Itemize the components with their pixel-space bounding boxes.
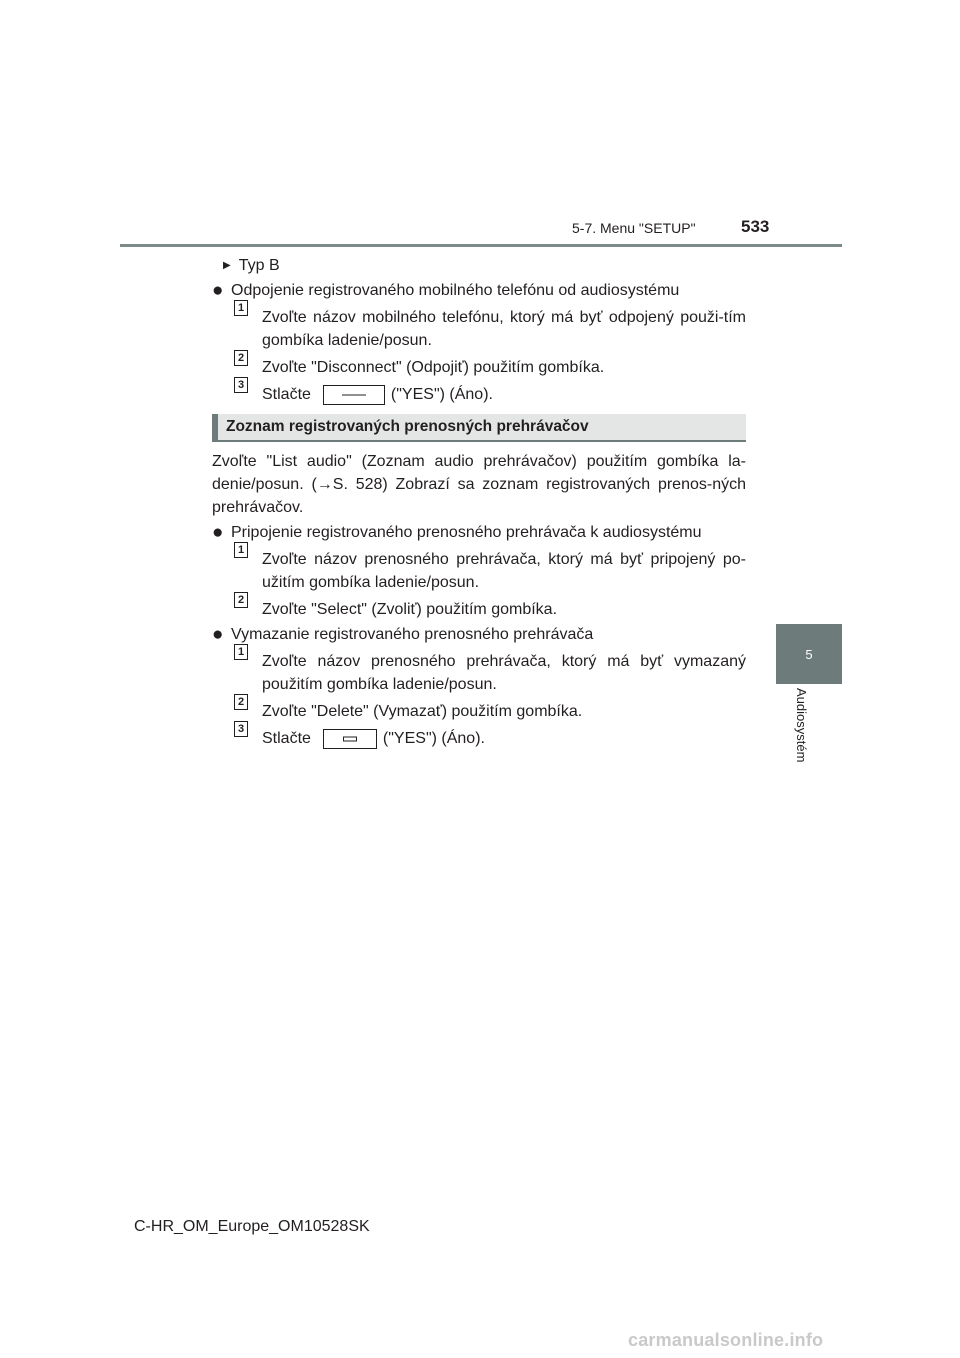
step-text bbox=[262, 383, 746, 406]
step-item bbox=[212, 646, 746, 696]
step-item bbox=[212, 379, 746, 406]
header-section-title: 5-7. Menu "SETUP" bbox=[572, 220, 696, 236]
document-footer: C-HR_OM_Europe_OM10528SK bbox=[134, 1218, 370, 1235]
bullet-connect-player bbox=[212, 521, 746, 544]
step-number-badge: 1 bbox=[234, 542, 248, 558]
section-heading: Zoznam registrovaných prenosných prehrávačov bbox=[212, 414, 746, 442]
intro-paragraph: Zvoľte "List audio" (Zoznam audio prehrávačov) použitím gombíka la-denie/posun. (→S. 528) Zobrazí sa zoznam registrovaných prenos-ných prehrávačov. bbox=[212, 453, 746, 516]
type-label: Typ B bbox=[238, 257, 280, 274]
step-text-after: ("YES") (Áno). bbox=[382, 730, 485, 747]
step-text-before: Stlačte bbox=[262, 386, 311, 403]
step-item bbox=[212, 352, 746, 379]
step-text: Zvoľte "Delete" (Vymazať) použitím gombíka. bbox=[262, 703, 583, 720]
step-number-badge: 1 bbox=[234, 300, 248, 316]
bullet-dot-icon: ● bbox=[212, 624, 224, 645]
step-item bbox=[212, 544, 746, 594]
page-content bbox=[212, 254, 746, 750]
bullet-delete-player bbox=[212, 623, 746, 646]
step-item bbox=[212, 594, 746, 621]
chapter-tab[interactable] bbox=[776, 624, 842, 684]
step-text bbox=[262, 727, 746, 750]
page-number: 533 bbox=[741, 217, 770, 236]
header-divider bbox=[120, 244, 842, 247]
step-number-badge: 3 bbox=[234, 377, 248, 393]
bullet-heading: Pripojenie registrovaného prenosného prehrávača k audiosystému bbox=[231, 524, 702, 541]
step-text: Zvoľte názov prenosného prehrávača, ktorý má byť vymazaný použitím gombíka ladenie/posun. bbox=[262, 653, 746, 693]
triangle-right-icon: ▶ bbox=[223, 260, 231, 271]
step-item bbox=[212, 302, 746, 352]
chapter-label: Audiosystém bbox=[794, 688, 809, 763]
bullet-dot-icon: ● bbox=[212, 522, 224, 543]
step-number-badge: 3 bbox=[234, 721, 248, 737]
step-number-badge: 1 bbox=[234, 644, 248, 660]
yes-key-icon bbox=[323, 385, 385, 405]
site-watermark: carmanualsonline.info bbox=[628, 1330, 824, 1350]
bullet-heading: Vymazanie registrovaného prenosného prehrávača bbox=[231, 626, 594, 643]
type-label-row bbox=[212, 254, 746, 277]
yes-key-icon bbox=[323, 729, 377, 749]
step-text: Zvoľte "Select" (Zvoliť) použitím gombíka. bbox=[262, 601, 558, 618]
step-number-badge: 2 bbox=[234, 350, 248, 366]
step-text: Zvoľte názov prenosného prehrávača, ktorý má byť pripojený po-užitím gombíka ladenie/posun. bbox=[262, 551, 746, 591]
step-text-before: Stlačte bbox=[262, 730, 311, 747]
bullet-heading: Odpojenie registrovaného mobilného telefónu od audiosystému bbox=[231, 282, 680, 299]
chapter-number: 5 bbox=[805, 646, 813, 662]
step-text-after: ("YES") (Áno). bbox=[390, 386, 493, 403]
step-number-badge: 2 bbox=[234, 592, 248, 608]
step-item bbox=[212, 723, 746, 750]
step-text: Zvoľte názov mobilného telefónu, ktorý má byť odpojený použi-tím gombíka ladenie/posun. bbox=[262, 309, 746, 349]
step-number-badge: 2 bbox=[234, 694, 248, 710]
bullet-dot-icon: ● bbox=[212, 280, 224, 301]
step-item bbox=[212, 696, 746, 723]
bullet-disconnect-phone bbox=[212, 279, 746, 302]
step-text: Zvoľte "Disconnect" (Odpojiť) použitím gombíka. bbox=[262, 359, 605, 376]
